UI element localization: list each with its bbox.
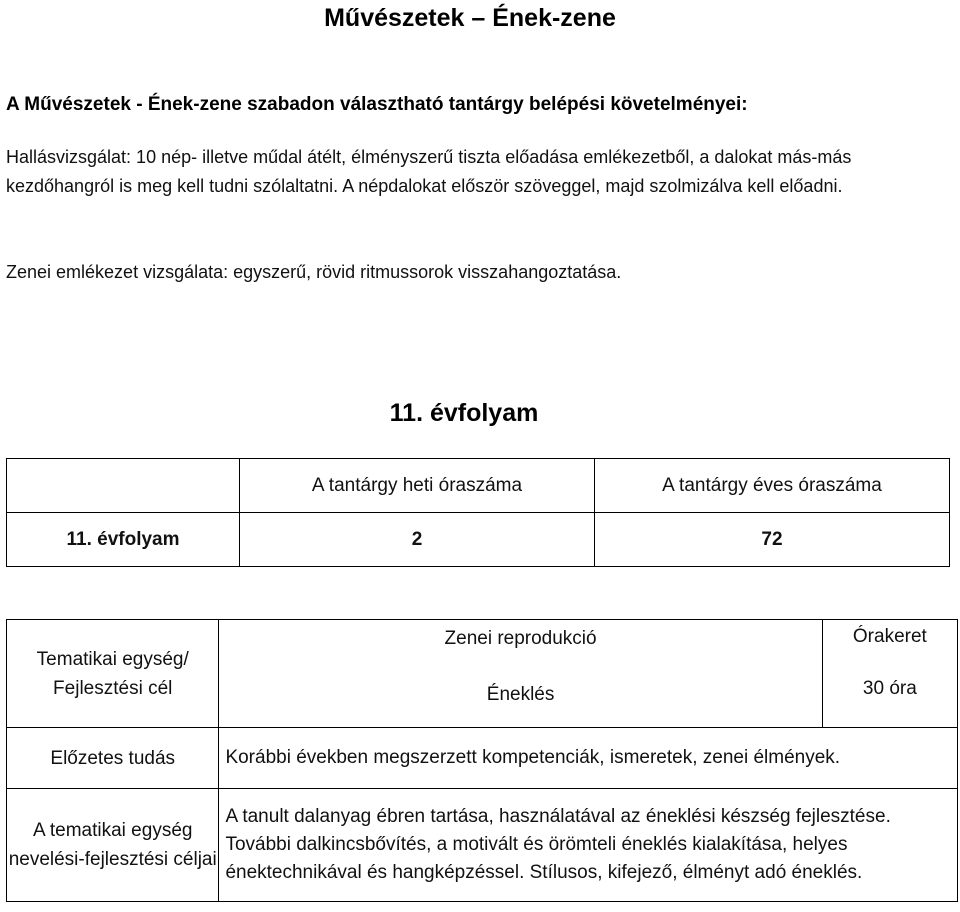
goals-row <box>7 789 958 902</box>
memory-test-paragraph: Zenei emlékezet vizsgálata: egyszerű, rövid ritmussorok visszahangoztatása. <box>6 262 622 282</box>
yearly-hours-header: A tantárgy éves óraszáma <box>595 459 950 513</box>
hours-frame-label: Órakeret <box>852 626 927 647</box>
page-title: Művészetek – Ének-zene <box>324 4 616 32</box>
unit-title-cell <box>219 620 822 728</box>
hours-table <box>6 458 950 567</box>
unit-label: Tematikai egység/ Fejlesztési cél <box>7 620 219 728</box>
hours-table-row <box>7 513 950 567</box>
goals-text: A tanult dalanyag ébren tartása, használatával az éneklési készség fejlesztése. További dalkincsbővítés, a motivált és örömteli éneklés kialakítása, helyes énektechnikával és hangképzéssel. Stílusos, kifejező, élményt adó éneklés. <box>219 789 958 902</box>
grade-cell: 11. évfolyam <box>7 513 240 567</box>
hours-frame-cell <box>822 620 957 728</box>
weekly-hours-value: 2 <box>240 513 595 567</box>
hours-table-header-row <box>7 459 950 513</box>
unit-title: Zenei reprodukció <box>444 628 597 649</box>
grade-heading: 11. évfolyam <box>389 399 539 427</box>
prior-knowledge-row <box>7 728 958 789</box>
requirements-heading: A Művészetek - Ének-zene szabadon választható tantárgy belépési követelményei: <box>6 94 748 115</box>
prior-knowledge-label: Előzetes tudás <box>7 728 219 789</box>
weekly-hours-header: A tantárgy heti óraszáma <box>240 459 595 513</box>
unit-row <box>7 620 958 728</box>
prior-knowledge-text: Korábbi években megszerzett kompetenciák, ismeretek, zenei élmények. <box>219 728 958 789</box>
unit-table <box>6 619 958 902</box>
yearly-hours-value: 72 <box>595 513 950 567</box>
unit-subtitle: Éneklés <box>486 684 555 705</box>
goals-label: A tematikai egység nevelési-fejlesztési céljai <box>7 789 219 902</box>
hours-frame-value: 30 óra <box>862 678 917 699</box>
hours-header-empty <box>7 459 240 513</box>
hearing-test-paragraph: Hallásvizsgálat: 10 nép- illetve műdal átélt, élményszerű tiszta előadása emlékezetből, a dalokat más-más kezdőhangról is meg kell tudni szólaltatni. A népdalokat először szöveggel, majd szolmizálva kell előadni. <box>6 147 852 196</box>
